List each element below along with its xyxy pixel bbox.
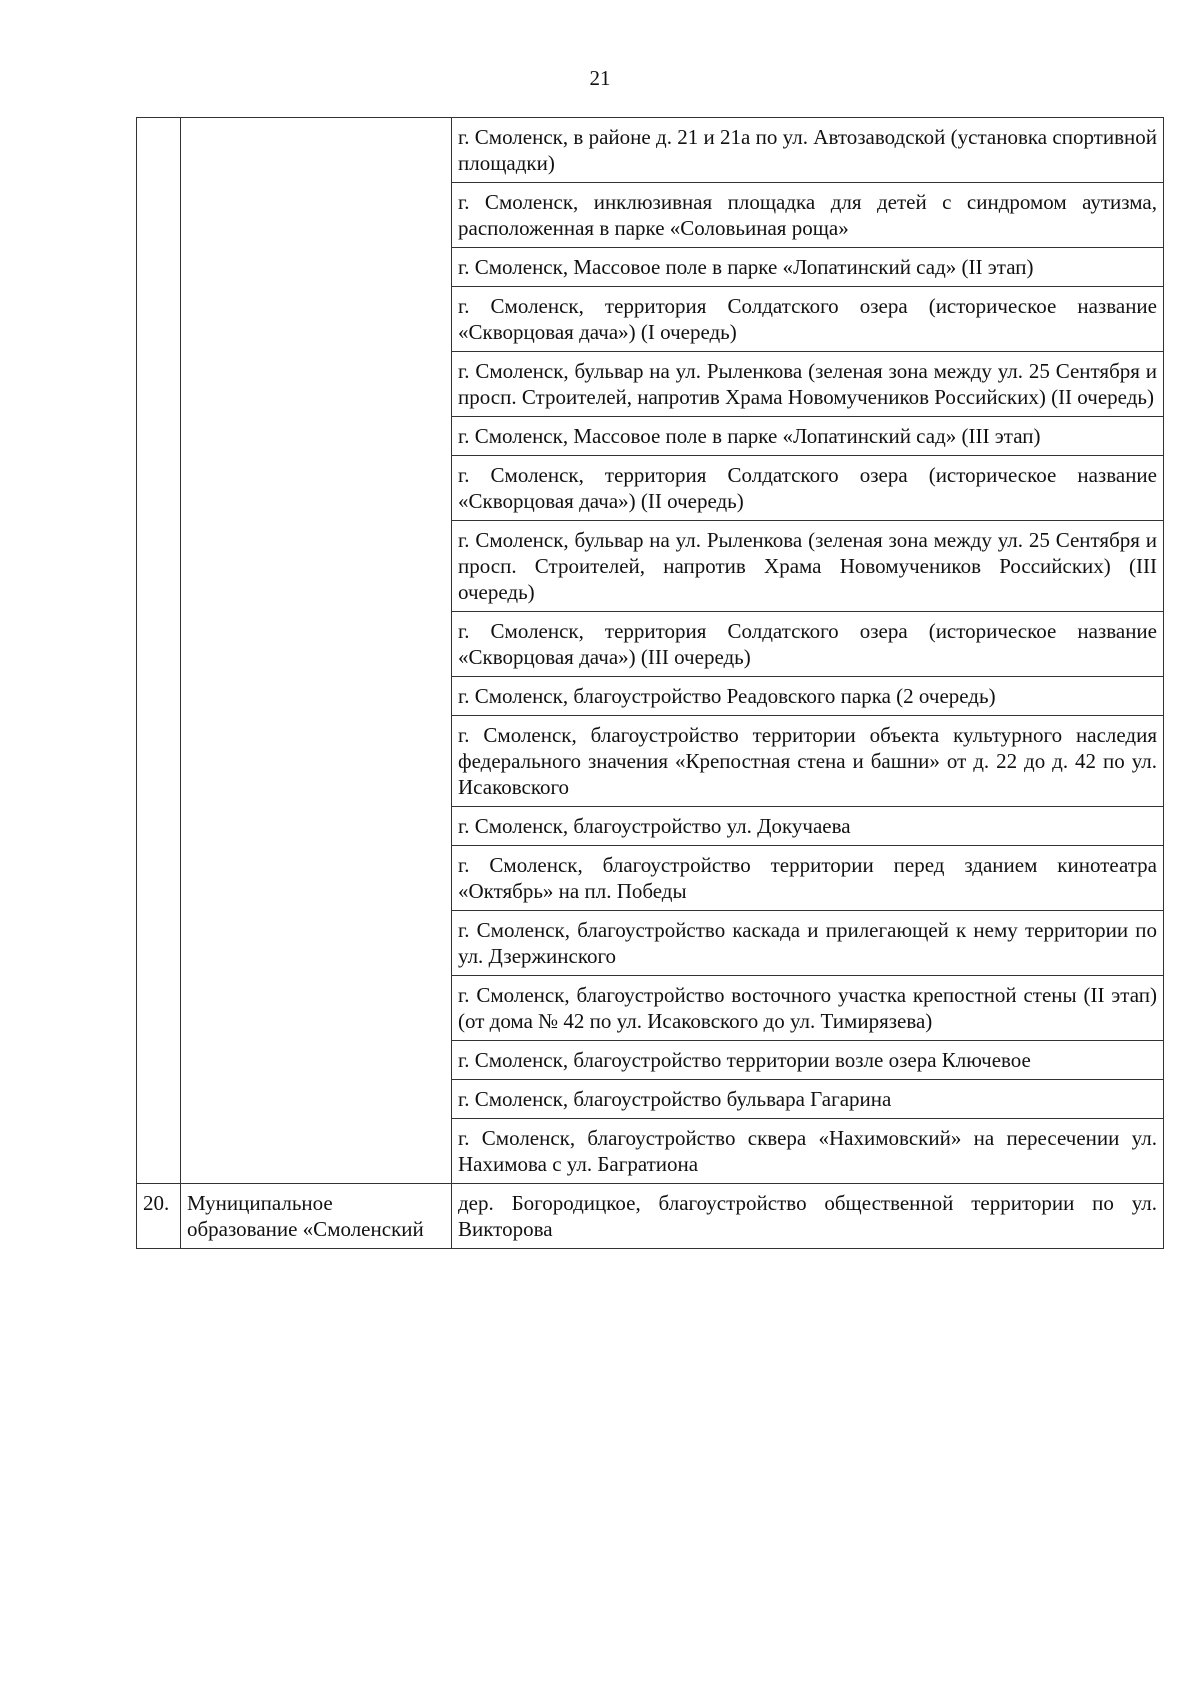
object-cell: г. Смоленск, благоустройство Реадовского парка (2 очередь): [452, 677, 1164, 716]
page-number: 21: [589, 66, 611, 90]
table-row: [137, 1184, 1164, 1249]
object-cell: г. Смоленск, бульвар на ул. Рыленкова (зеленая зона между ул. 25 Сентября и просп. Строителей, напротив Храма Новомучеников Российских) (III очередь): [452, 521, 1164, 612]
object-cell: г. Смоленск, благоустройство ул. Докучаева: [452, 807, 1164, 846]
object-cell: г. Смоленск, территория Солдатского озера (историческое название «Скворцовая дача») (I очередь): [452, 287, 1164, 352]
object-cell: г. Смоленск, Массовое поле в парке «Лопатинский сад» (III этап): [452, 417, 1164, 456]
object-cell: г. Смоленск, в районе д. 21 и 21а по ул. Автозаводской (установка спортивной площадки): [452, 118, 1164, 183]
objects-table: [136, 117, 1164, 1249]
table-row: [137, 118, 1164, 183]
municipality-name: Муниципальное образование «Смоленский: [181, 1184, 452, 1249]
object-cell: г. Смоленск, благоустройство восточного участка крепостной стены (II этап) (от дома № 42 по ул. Исаковского до ул. Тимирязева): [452, 976, 1164, 1041]
object-cell: г. Смоленск, Массовое поле в парке «Лопатинский сад» (II этап): [452, 248, 1164, 287]
row-number: 20.: [137, 1184, 181, 1249]
municipality-cell-empty: [181, 118, 452, 1184]
object-cell: г. Смоленск, бульвар на ул. Рыленкова (зеленая зона между ул. 25 Сентября и просп. Строителей, напротив Храма Новомучеников Российских) (II очередь): [452, 352, 1164, 417]
object-cell: г. Смоленск, благоустройство территории перед зданием кинотеатра «Октябрь» на пл. Победы: [452, 846, 1164, 911]
object-cell: г. Смоленск, благоустройство каскада и прилегающей к нему территории по ул. Дзержинского: [452, 911, 1164, 976]
object-cell: г. Смоленск, благоустройство территории возле озера Ключевое: [452, 1041, 1164, 1080]
object-cell: г. Смоленск, территория Солдатского озера (историческое название «Скворцовая дача») (III очередь): [452, 612, 1164, 677]
object-cell: г. Смоленск, благоустройство территории объекта культурного наследия федерального значения «Крепостная стена и башни» от д. 22 до д. 42 по ул. Исаковского: [452, 716, 1164, 807]
object-cell: г. Смоленск, инклюзивная площадка для детей с синдромом аутизма, расположенная в парке «Соловьиная роща»: [452, 183, 1164, 248]
object-cell: дер. Богородицкое, благоустройство общественной территории по ул. Викторова: [452, 1184, 1164, 1249]
object-cell: г. Смоленск, благоустройство бульвара Гагарина: [452, 1080, 1164, 1119]
object-cell: г. Смоленск, территория Солдатского озера (историческое название «Скворцовая дача») (II очередь): [452, 456, 1164, 521]
object-cell: г. Смоленск, благоустройство сквера «Нахимовский» на пересечении ул. Нахимова с ул. Багратиона: [452, 1119, 1164, 1184]
number-cell-empty: [137, 118, 181, 1184]
